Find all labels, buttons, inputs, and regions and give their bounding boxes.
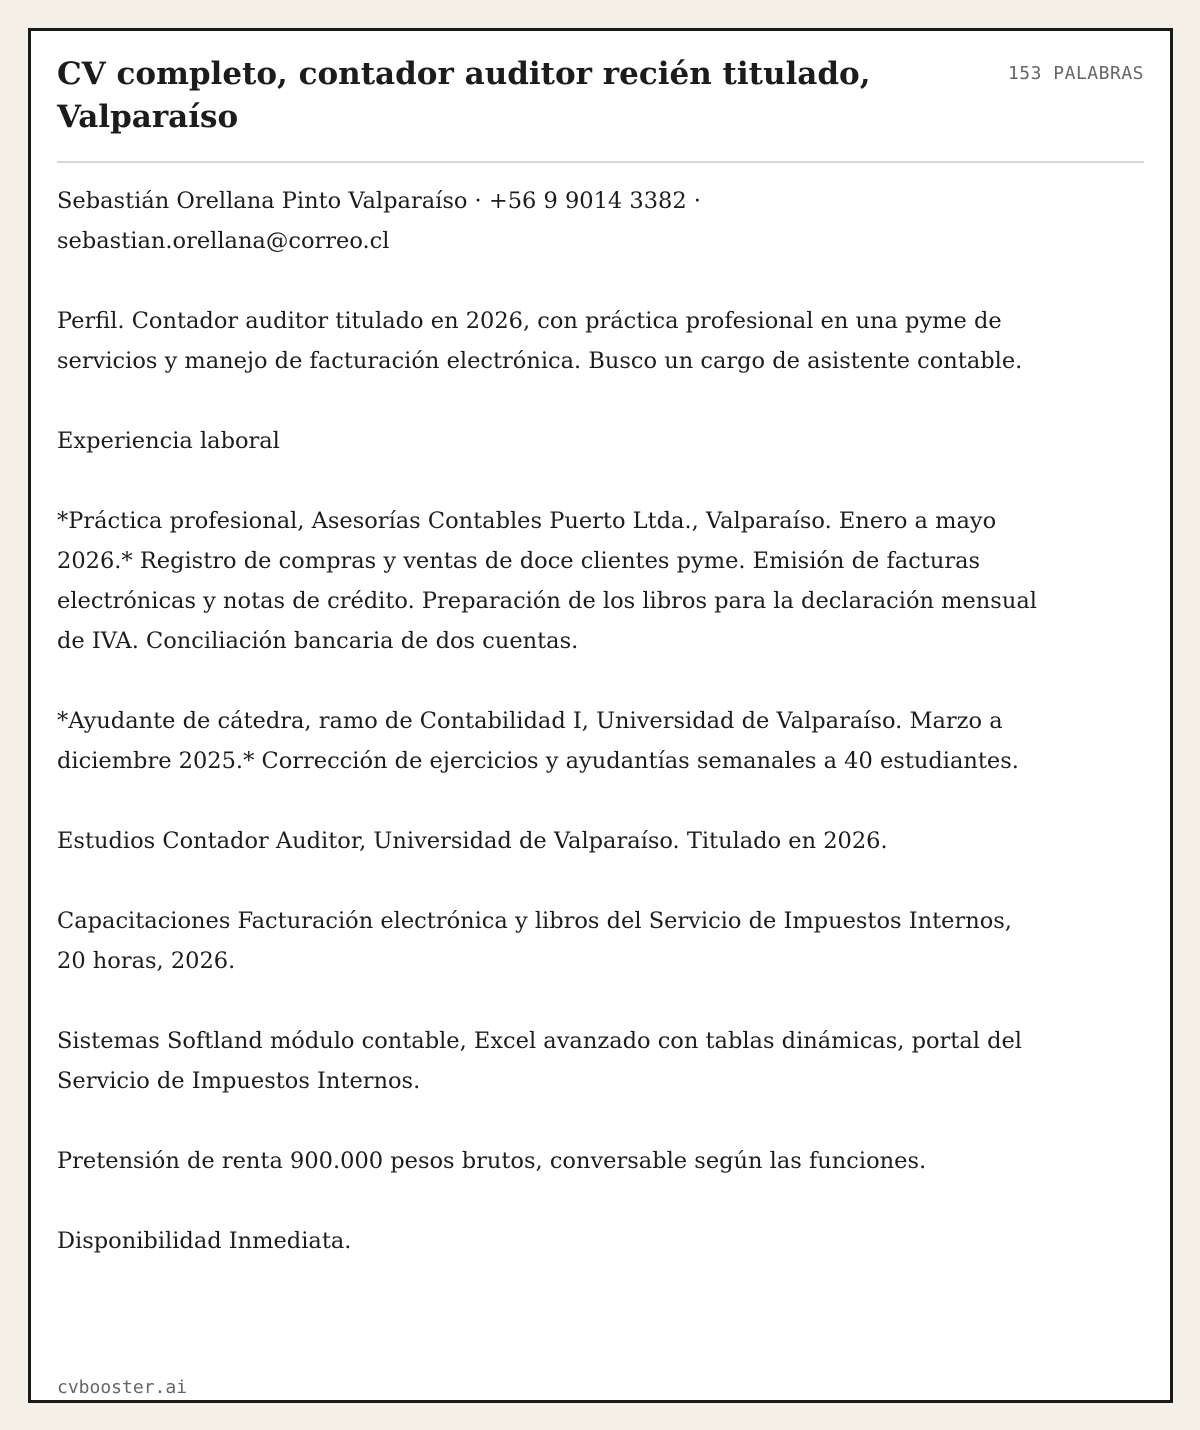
footer-brand: cvbooster.ai [57, 1377, 188, 1398]
experience-item-internship: *Práctica profesional, Asesorías Contables Puerto Ltda., Valparaíso. Enero a mayo 2026.* Registro de compras y ventas de doce clientes pyme. Emisión de facturas electrónicas y notas de crédito. Preparación de los libros para la declaración mensual de IVA. Conciliación bancaria de dos cuentas. [57, 508, 1037, 654]
education-paragraph: Estudios Contador Auditor, Universidad de Valparaíso. Titulado en 2026. [57, 828, 888, 854]
document-title: CV completo, contador auditor recién titulado, Valparaíso [57, 56, 871, 135]
salary-paragraph: Pretensión de renta 900.000 pesos brutos, conversable según las funciones. [57, 1148, 927, 1174]
profile-paragraph: Perfil. Contador auditor titulado en 2026, con práctica profesional en una pyme de servicios y manejo de facturación electrónica. Busco un cargo de asistente contable. [57, 308, 1023, 374]
experience-item-teaching-assistant: *Ayudante de cátedra, ramo de Contabilidad I, Universidad de Valparaíso. Marzo a diciembre 2025.* Corrección de ejercicios y ayudantías semanales a 40 estudiantes. [57, 708, 1019, 774]
cv-body [57, 181, 1037, 1261]
experience-heading: Experiencia laboral [57, 428, 280, 454]
cv-card [28, 28, 1173, 1403]
systems-paragraph: Sistemas Softland módulo contable, Excel avanzado con tablas dinámicas, portal del Servicio de Impuestos Internos. [57, 1028, 1022, 1094]
availability-paragraph: Disponibilidad Inmediata. [57, 1228, 352, 1254]
contact-line: Sebastián Orellana Pinto Valparaíso · +56 9 9014 3382 · sebastian.orellana@correo.cl [57, 188, 701, 254]
training-paragraph: Capacitaciones Facturación electrónica y libros del Servicio de Impuestos Internos, 20 horas, 2026. [57, 908, 1012, 974]
word-count-badge: 153 PALABRAS [1007, 63, 1144, 84]
document-header [57, 53, 1144, 163]
